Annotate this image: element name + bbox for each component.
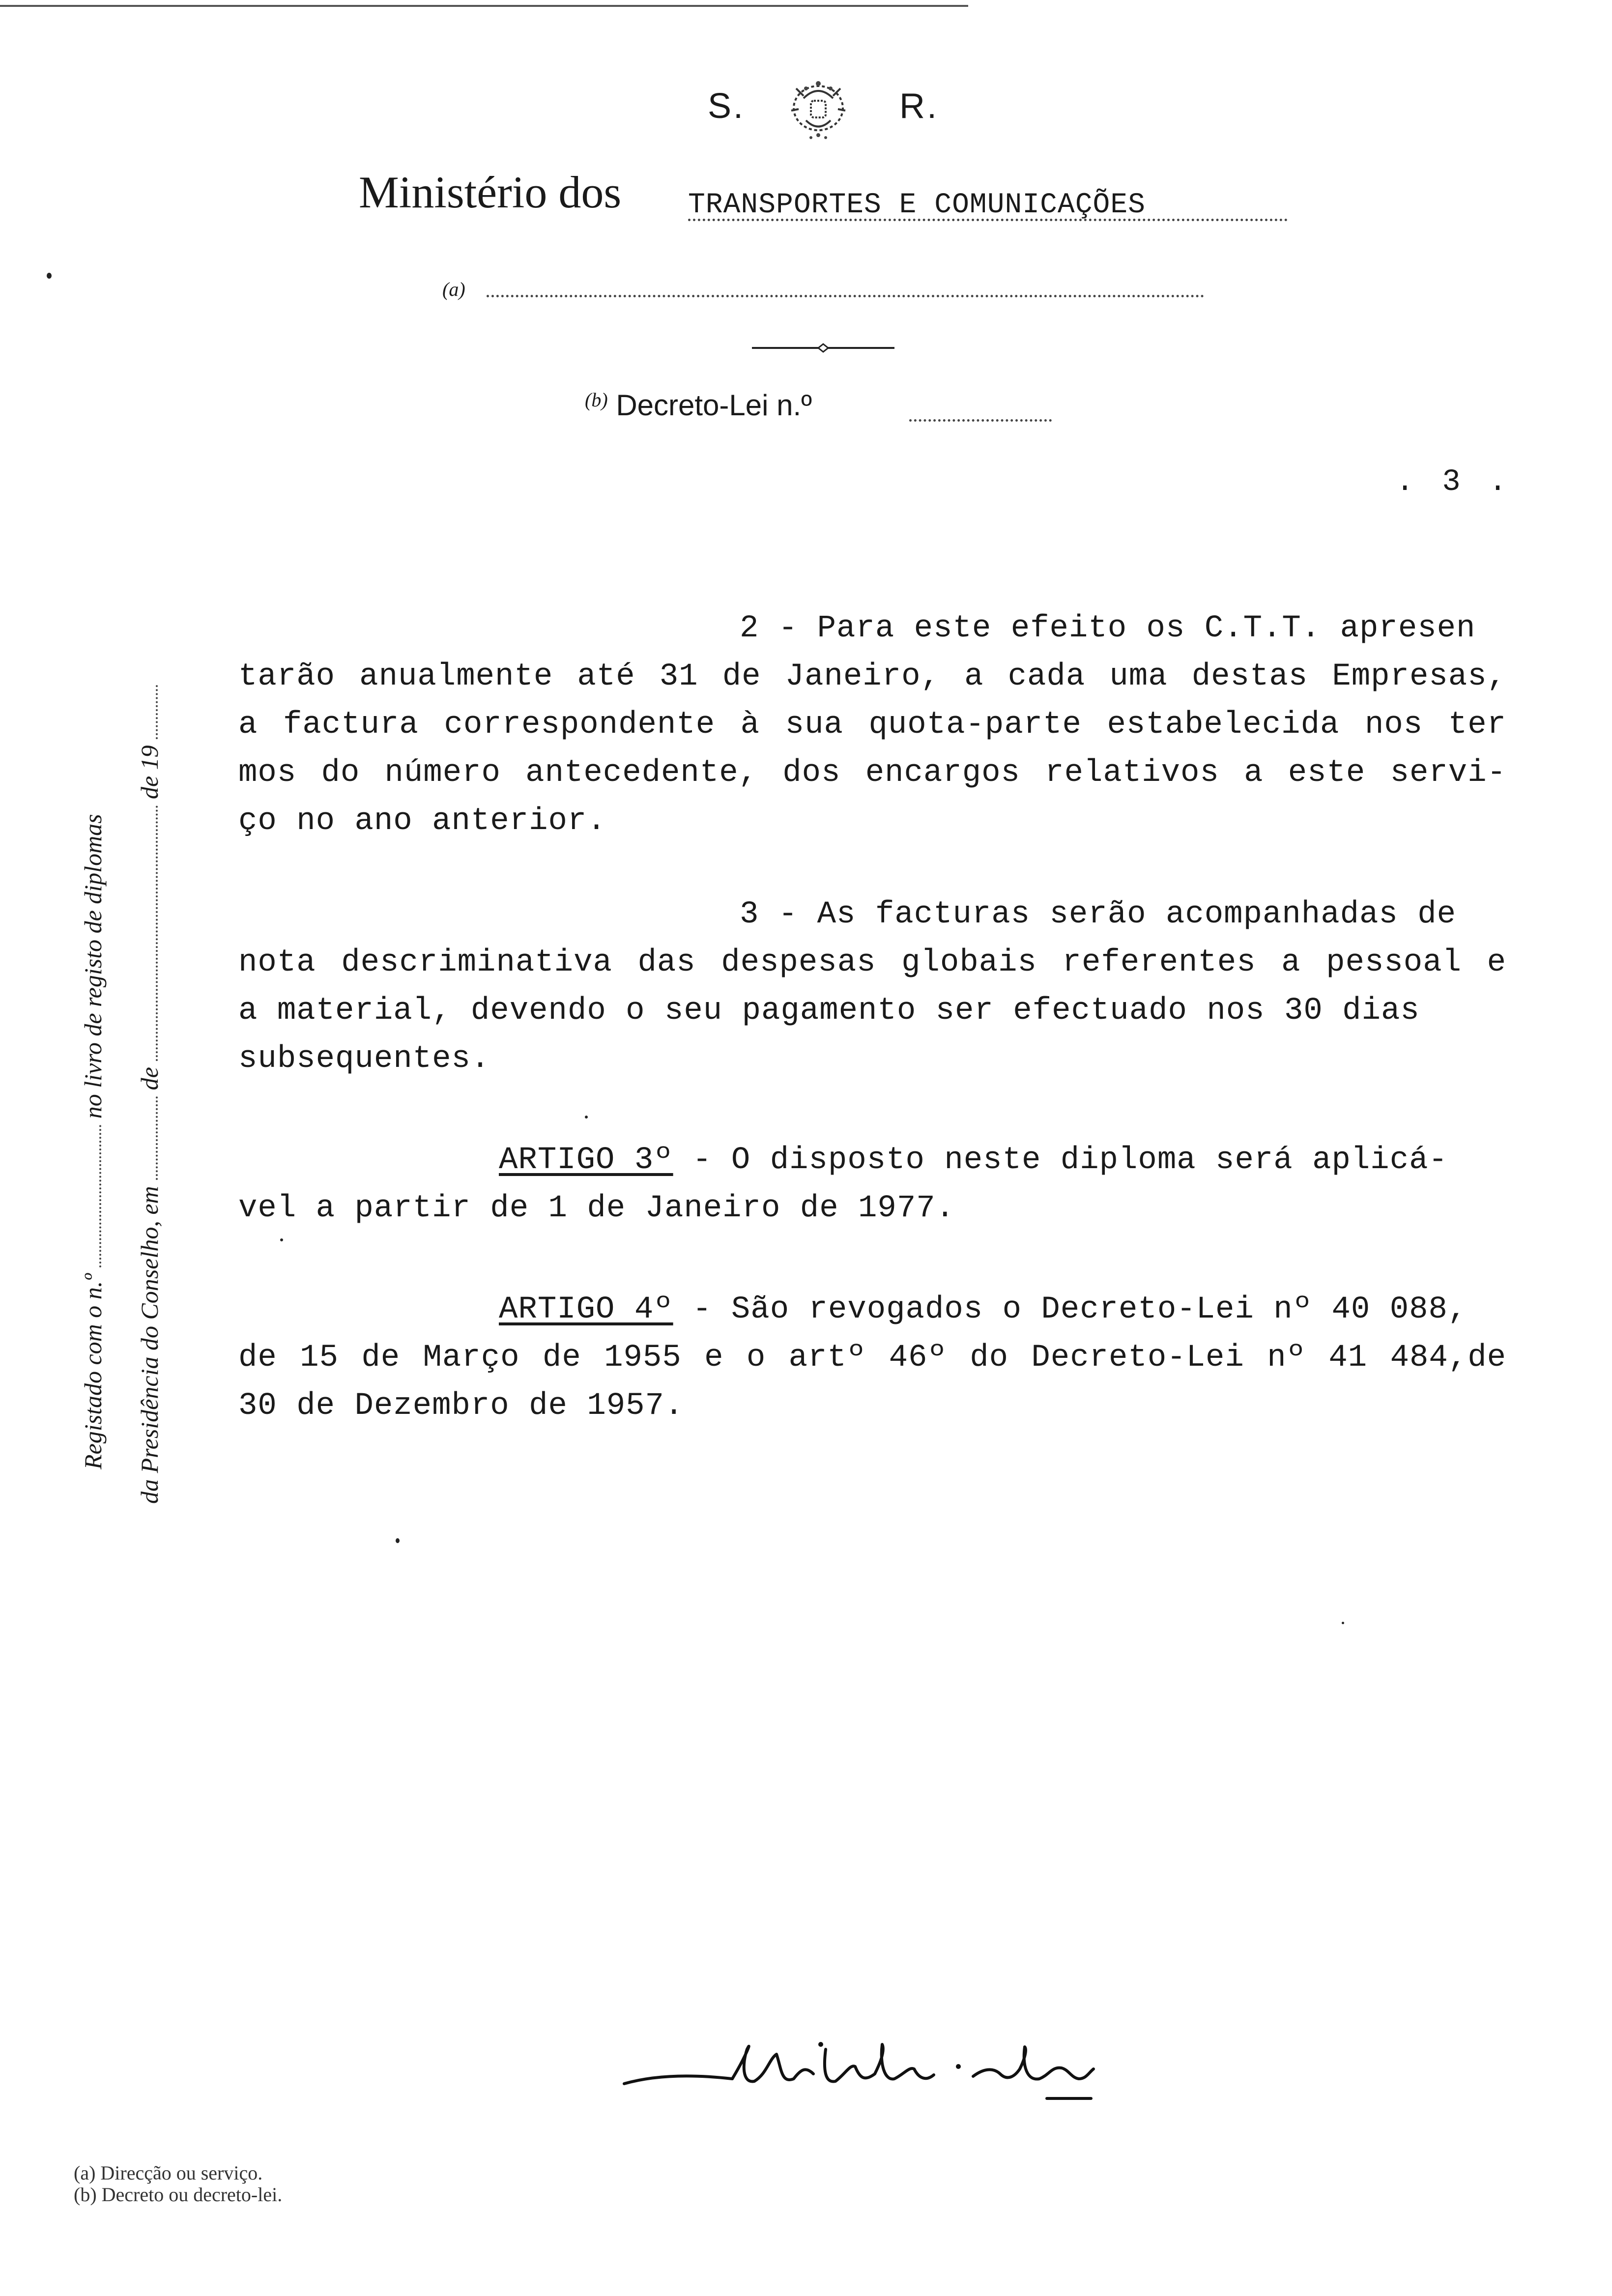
- page-number: . 3 .: [1396, 464, 1512, 499]
- paragraph-2-line-3: a factura correspondente à sua quota-parte estabelecida nos ter: [238, 707, 1506, 743]
- artigo-4-text: - São revogados o Decreto-Lei nº 40 088,: [673, 1292, 1468, 1327]
- diamond-rule-icon: [752, 343, 894, 353]
- paragraph-3-line-1: 3 - As facturas serão acompanhadas de: [740, 897, 1457, 932]
- footnote-b: (b) Decreto ou decreto-lei.: [74, 2183, 283, 2206]
- margin-stamp-de: de: [136, 1067, 163, 1091]
- header-letter-s: S.: [708, 86, 746, 126]
- artigo-4-line-3: 30 de Dezembro de 1957.: [238, 1388, 684, 1424]
- scan-speck: [1342, 1622, 1344, 1624]
- margin-stamp-dots: [151, 685, 158, 739]
- handwritten-signature: [619, 2020, 1150, 2118]
- artigo-3-line-1: [238, 1136, 1506, 1184]
- footnotes: [74, 2162, 282, 2206]
- scan-speck: [396, 1538, 400, 1543]
- paragraph-3-line-3: a material, devendo o seu pagamento ser efectuado nos 30 dias: [238, 993, 1420, 1029]
- paragraph-2-line-4: mos do número antecedente, dos encargos relativos a este servi-: [238, 755, 1506, 791]
- paragraph-2-line-1: 2 - Para este efeito os C.T.T. apresen: [740, 611, 1476, 646]
- margin-stamp-livro: no livro de registo de diplomas: [79, 814, 107, 1119]
- artigo-3-text: - O disposto neste diploma será aplicá-: [673, 1143, 1448, 1178]
- paragraph-2-line-2: tarão anualmente até 31 de Janeiro, a cada uma destas Empresas,: [238, 659, 1506, 694]
- ministry-name: TRANSPORTES E COMUNICAÇÕES: [688, 189, 1146, 221]
- header-letter-r: R.: [899, 86, 939, 126]
- margin-stamp-dots: [94, 1125, 101, 1267]
- decreto-number-dotted-line: [909, 419, 1052, 422]
- margin-stamp-de-19: de 19: [136, 745, 163, 800]
- field-a-dotted-line: [487, 295, 1204, 297]
- label-a: (a): [442, 278, 465, 300]
- artigo-3-heading: ARTIGO 3º: [499, 1143, 673, 1178]
- ministry-prefix: Ministério dos: [359, 167, 622, 217]
- label-b: (b): [585, 389, 608, 411]
- margin-stamp-presidencia: da Presidência do Conselho, em: [136, 1186, 163, 1504]
- margin-stamp-registado: Registado com o n.º: [79, 1273, 107, 1469]
- artigo-4-line-1: [238, 1286, 1506, 1334]
- body-text: [238, 604, 1506, 1430]
- margin-stamp-dots: [151, 1096, 158, 1180]
- margin-stamp-line-1: [79, 814, 107, 1469]
- paragraph-3-line-4: subsequentes.: [238, 1041, 490, 1077]
- artigo-3-line-2: vel a partir de 1 de Janeiro de 1977.: [238, 1191, 955, 1226]
- scan-speck: [47, 273, 52, 279]
- top-rule: [0, 5, 968, 7]
- scan-speck: [585, 1116, 588, 1119]
- decreto-lei-text: Decreto-Lei n.º: [616, 389, 812, 422]
- decreto-lei-label: [585, 388, 812, 422]
- artigo-4-line-2: de 15 de Março de 1955 e o artº 46º do Decreto-Lei nº 41 484,de: [238, 1340, 1506, 1376]
- scan-speck: [280, 1238, 283, 1241]
- coat-of-arms-icon: [777, 74, 860, 147]
- paragraph-3-line-2: nota descriminativa das despesas globais referentes a pessoal e: [238, 945, 1506, 980]
- footnote-a: (a) Direcção ou serviço.: [74, 2162, 263, 2184]
- margin-stamp-dots: [151, 805, 158, 1061]
- margin-stamp-line-2: [135, 685, 164, 1504]
- ministry-dotted-line: [688, 219, 1288, 221]
- artigo-4-heading: ARTIGO 4º: [499, 1292, 673, 1327]
- paragraph-2-line-5: ço no ano anterior.: [238, 804, 606, 839]
